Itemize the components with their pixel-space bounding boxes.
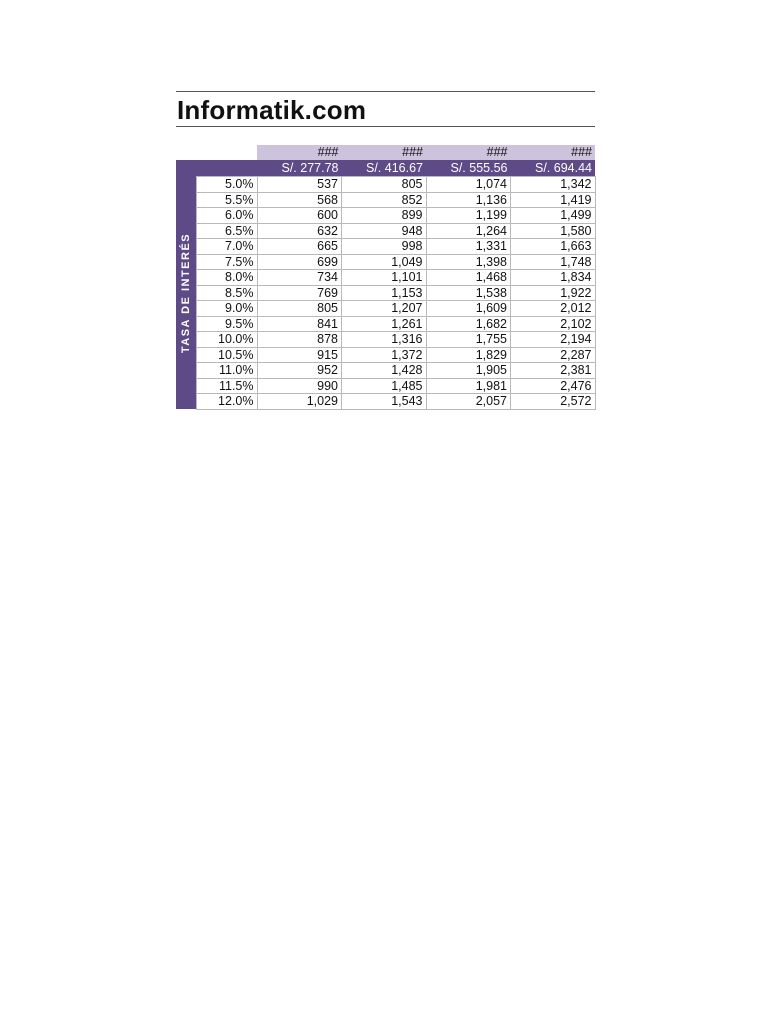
rate-cell: 11.5% <box>196 378 257 394</box>
value-cell: 537 <box>257 177 342 193</box>
value-cell: 805 <box>342 177 427 193</box>
value-cell: 699 <box>257 254 342 270</box>
interest-table <box>176 145 596 410</box>
hash-cell: ### <box>342 145 427 160</box>
amount-header: S/. 277.78 <box>257 160 342 177</box>
rate-cell: 7.5% <box>196 254 257 270</box>
value-cell: 948 <box>342 223 427 239</box>
rate-cell: 7.0% <box>196 239 257 255</box>
value-cell: 665 <box>257 239 342 255</box>
hash-cell: ### <box>511 145 596 160</box>
value-cell: 2,102 <box>511 316 596 332</box>
value-cell: 1,834 <box>511 270 596 286</box>
value-cell: 2,194 <box>511 332 596 348</box>
rate-cell: 8.0% <box>196 270 257 286</box>
value-cell: 1,398 <box>426 254 511 270</box>
value-cell: 998 <box>342 239 427 255</box>
side-label: TASA DE INTERÉS <box>179 232 192 353</box>
value-cell: 1,331 <box>426 239 511 255</box>
value-cell: 990 <box>257 378 342 394</box>
value-cell: 1,922 <box>511 285 596 301</box>
title-block <box>176 91 595 127</box>
value-cell: 1,580 <box>511 223 596 239</box>
header-blank <box>176 160 196 177</box>
value-cell: 1,372 <box>342 347 427 363</box>
hash-row <box>176 145 595 160</box>
value-cell: 952 <box>257 363 342 379</box>
value-cell: 600 <box>257 208 342 224</box>
rate-cell: 5.0% <box>196 177 257 193</box>
value-cell: 1,499 <box>511 208 596 224</box>
table-row <box>176 301 595 317</box>
value-cell: 1,136 <box>426 192 511 208</box>
value-cell: 1,101 <box>342 270 427 286</box>
rate-cell: 12.0% <box>196 394 257 410</box>
amount-header: S/. 555.56 <box>426 160 511 177</box>
table-row <box>176 223 595 239</box>
table-row <box>176 177 595 193</box>
value-cell: 1,029 <box>257 394 342 410</box>
value-cell: 1,829 <box>426 347 511 363</box>
rate-cell: 6.5% <box>196 223 257 239</box>
value-cell: 1,485 <box>342 378 427 394</box>
value-cell: 915 <box>257 347 342 363</box>
table-row <box>176 208 595 224</box>
rate-cell: 10.0% <box>196 332 257 348</box>
table-row <box>176 394 595 410</box>
value-cell: 2,572 <box>511 394 596 410</box>
value-cell: 805 <box>257 301 342 317</box>
value-cell: 1,049 <box>342 254 427 270</box>
header-blank <box>196 160 257 177</box>
rate-cell: 11.0% <box>196 363 257 379</box>
value-cell: 1,755 <box>426 332 511 348</box>
table-row <box>176 316 595 332</box>
value-cell: 632 <box>257 223 342 239</box>
table-row <box>176 363 595 379</box>
value-cell: 899 <box>342 208 427 224</box>
amount-header: S/. 694.44 <box>511 160 596 177</box>
amount-header-row <box>176 160 595 177</box>
value-cell: 1,609 <box>426 301 511 317</box>
value-cell: 1,207 <box>342 301 427 317</box>
rate-cell: 6.0% <box>196 208 257 224</box>
value-cell: 568 <box>257 192 342 208</box>
table-row <box>176 254 595 270</box>
table-row <box>176 347 595 363</box>
value-cell: 1,905 <box>426 363 511 379</box>
value-cell: 878 <box>257 332 342 348</box>
value-cell: 841 <box>257 316 342 332</box>
value-cell: 2,012 <box>511 301 596 317</box>
value-cell: 1,316 <box>342 332 427 348</box>
value-cell: 1,981 <box>426 378 511 394</box>
corner-blank <box>176 145 196 160</box>
hash-cell: ### <box>426 145 511 160</box>
value-cell: 1,153 <box>342 285 427 301</box>
amount-header: S/. 416.67 <box>342 160 427 177</box>
table-row <box>176 285 595 301</box>
value-cell: 1,538 <box>426 285 511 301</box>
table-row <box>176 332 595 348</box>
value-cell: 1,199 <box>426 208 511 224</box>
value-cell: 1,342 <box>511 177 596 193</box>
value-cell: 769 <box>257 285 342 301</box>
value-cell: 1,074 <box>426 177 511 193</box>
value-cell: 1,663 <box>511 239 596 255</box>
table-row <box>176 270 595 286</box>
value-cell: 852 <box>342 192 427 208</box>
value-cell: 1,468 <box>426 270 511 286</box>
value-cell: 1,748 <box>511 254 596 270</box>
value-cell: 1,428 <box>342 363 427 379</box>
rate-cell: 9.0% <box>196 301 257 317</box>
rate-cell: 10.5% <box>196 347 257 363</box>
value-cell: 1,261 <box>342 316 427 332</box>
side-label-cell <box>176 177 196 410</box>
value-cell: 2,057 <box>426 394 511 410</box>
table-row <box>176 378 595 394</box>
value-cell: 2,476 <box>511 378 596 394</box>
value-cell: 1,419 <box>511 192 596 208</box>
rate-cell: 9.5% <box>196 316 257 332</box>
value-cell: 2,287 <box>511 347 596 363</box>
value-cell: 1,543 <box>342 394 427 410</box>
table-row <box>176 192 595 208</box>
page-title: Informatik.com <box>177 95 367 125</box>
rate-cell: 8.5% <box>196 285 257 301</box>
value-cell: 1,682 <box>426 316 511 332</box>
hash-cell: ### <box>257 145 342 160</box>
rate-cell: 5.5% <box>196 192 257 208</box>
corner-blank <box>196 145 257 160</box>
table-row <box>176 239 595 255</box>
value-cell: 2,381 <box>511 363 596 379</box>
value-cell: 734 <box>257 270 342 286</box>
value-cell: 1,264 <box>426 223 511 239</box>
